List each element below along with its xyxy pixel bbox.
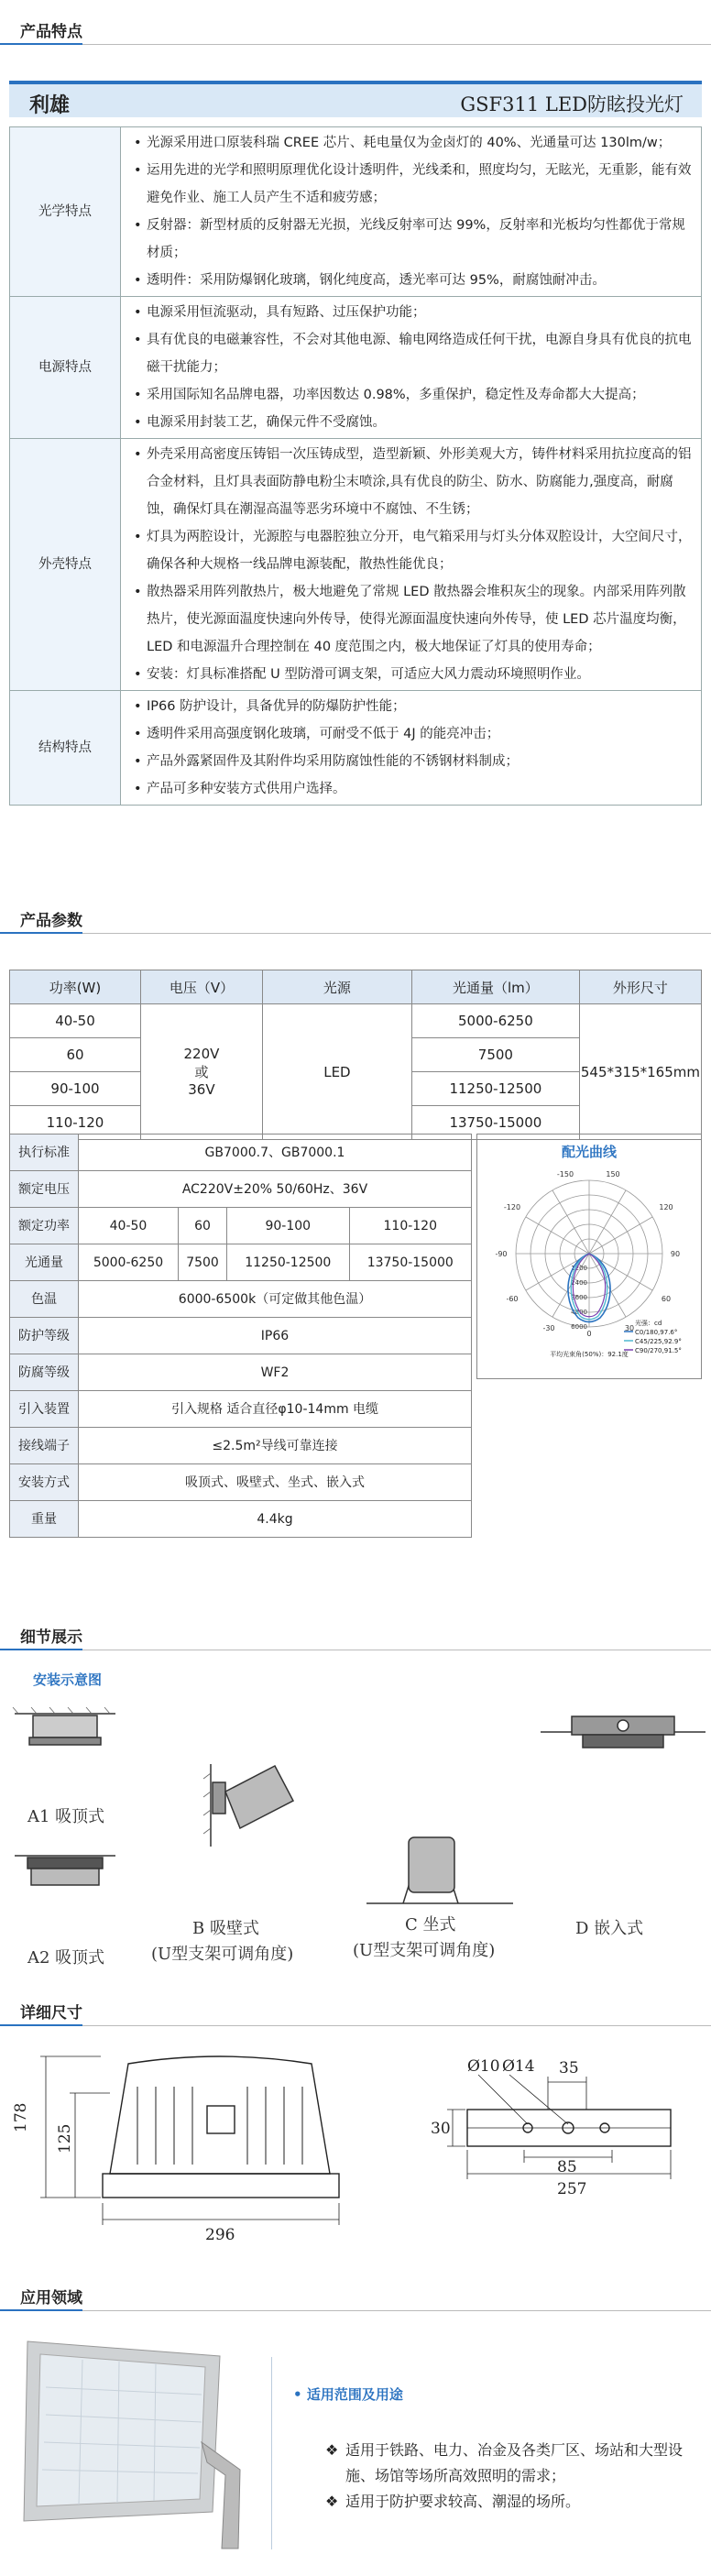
spec-label: 额定电压: [10, 1171, 79, 1208]
angle-label: 60: [661, 1295, 672, 1303]
param-voltage: [140, 1004, 262, 1140]
table-row: [10, 1171, 472, 1208]
ring-label: 6000: [571, 1323, 587, 1331]
spec-cell: 5000-6250: [79, 1244, 179, 1281]
spec-cell: 60: [178, 1208, 226, 1244]
table-row: [10, 1391, 472, 1428]
feature-item: • 灯具为两腔设计，光源腔与电器腔独立分开，电气箱采用与灯头分体双腔设计，大空间尺寸，确保各种大规格一线品牌电源装配，散热性能优良；: [147, 523, 692, 578]
dim-height-total: 178: [12, 2102, 30, 2132]
angle-label: -90: [495, 1250, 508, 1258]
section-title-params: 产品参数: [20, 912, 82, 930]
list-item: [325, 2489, 701, 2515]
curve-title: 配光曲线: [561, 1144, 617, 1160]
polar-curve-diagram: [477, 1162, 701, 1378]
section-mark: [0, 2024, 82, 2026]
dim-h: 30: [431, 2120, 451, 2138]
light-distribution-panel: [476, 1134, 702, 1379]
dim-w3: 257: [557, 2180, 587, 2198]
table-row: [10, 1135, 472, 1171]
feature-item: • 光源采用进口原装科瑞 CREE 芯片、耗电量仅为金卤灯的 40%、光通量可达 130lm/w；: [147, 129, 692, 157]
spec-value: 引入规格 适合直径φ10-14mm 电缆: [79, 1391, 472, 1428]
caption-b-sub: (U型支架可调角度): [151, 1945, 294, 1964]
param-power: 110-120: [10, 1106, 141, 1140]
param-power: 40-50: [10, 1004, 141, 1038]
table-row: [10, 1354, 472, 1391]
application-list: [325, 2438, 701, 2515]
feature-row-structure: [10, 691, 702, 806]
ring-label: 4800: [571, 1309, 587, 1316]
legend-entry: C45/225,92.9°: [635, 1338, 682, 1345]
ring-label: 3600: [571, 1294, 587, 1301]
table-row: [10, 1501, 472, 1538]
table-row: [10, 1318, 472, 1354]
section-mark: [0, 43, 82, 45]
angle-label: -120: [503, 1203, 521, 1211]
section-title-dimensions: 详细尺寸: [20, 2004, 82, 2022]
product-model: GSF311 LED防眩投光灯: [460, 93, 684, 115]
params-header: 外形尺寸: [579, 970, 701, 1004]
angle-label: 120: [659, 1203, 673, 1211]
param-source: LED: [262, 1004, 411, 1140]
spec-label: 色温: [10, 1281, 79, 1318]
spec-value: GB7000.7、GB7000.1: [79, 1135, 472, 1171]
spec-cell: 110-120: [349, 1208, 471, 1244]
params-table: [9, 970, 702, 1140]
table-row: [10, 1244, 472, 1281]
spec-label: 重量: [10, 1501, 79, 1538]
spec-label: 安装方式: [10, 1464, 79, 1501]
spec-value: AC220V±20% 50/60Hz、36V: [79, 1171, 472, 1208]
feature-item: • 产品可多种安装方式供用户选择。: [147, 775, 692, 803]
feature-item: • 产品外露紧固件及其附件均采用防腐蚀性能的不锈钢材料制成；: [147, 748, 692, 775]
param-power: 90-100: [10, 1072, 141, 1106]
param-size: 545*315*165mm: [579, 1004, 701, 1140]
feature-row-optical: [10, 127, 702, 297]
feature-category: 结构特点: [10, 691, 121, 806]
dim-d1: Ø10: [467, 2057, 500, 2076]
spec-label: 执行标准: [10, 1135, 79, 1171]
feature-row-housing: [10, 439, 702, 691]
ring-label: 2400: [571, 1279, 587, 1287]
bullet-dot-icon: •: [293, 2386, 302, 2403]
legend-entry: C90/270,91.5°: [635, 1347, 682, 1354]
diamond-bullet-icon: ❖: [325, 2493, 339, 2510]
param-power: 60: [10, 1038, 141, 1072]
feature-item: • 运用先进的光学和照明原理优化设计透明件，光线柔和，照度均匀，无眩光，无重影，能有效避免作业、施工人员产生不适和疲劳感；: [147, 157, 692, 212]
angle-label: 30: [624, 1324, 635, 1332]
floodlight-product-photo: [9, 2332, 247, 2561]
dim-w2: 85: [557, 2158, 577, 2176]
product-header-bar: [9, 81, 702, 117]
list-item: [325, 2438, 701, 2489]
section-rule: [0, 2310, 711, 2311]
section-title-details: 细节展示: [20, 1628, 82, 1647]
angle-label: 150: [606, 1170, 620, 1178]
angle-label: -150: [556, 1170, 574, 1178]
param-flux: 7500: [411, 1038, 579, 1072]
param-flux: 13750-15000: [411, 1106, 579, 1140]
application-heading-text: 适用范围及用途: [306, 2386, 403, 2403]
feature-item: • 透明件：采用防爆钢化玻璃，钢化纯度高，透光率可达 95%，耐腐蚀耐冲击。: [147, 267, 692, 294]
spec-value: 6000-6500k（可定做其他色温）: [79, 1281, 472, 1318]
application-item: 适用于铁路、电力、冶金及各类厂区、场站和大型设施、场馆等场所高效照明的需求；: [345, 2441, 684, 2484]
spec-value: 吸顶式、吸壁式、坐式、嵌入式: [79, 1464, 472, 1501]
feature-row-power: [10, 297, 702, 439]
caption-b: B 吸壁式: [192, 1919, 259, 1938]
params-header: 光源: [262, 970, 411, 1004]
table-row: [10, 1428, 472, 1464]
feature-item: • 电源采用恒流驱动，具有短路、过压保护功能；: [147, 299, 692, 326]
dimension-drawing: [0, 2036, 711, 2247]
caption-c: C 坐式: [405, 1915, 456, 1935]
angle-label: 0: [586, 1330, 592, 1338]
spec-label: 防护等级: [10, 1318, 79, 1354]
table-row: [10, 1208, 472, 1244]
param-flux: 11250-12500: [411, 1072, 579, 1106]
dim-d2: Ø14: [502, 2057, 535, 2076]
section-mark: [0, 1649, 82, 1650]
feature-item: • 透明件采用高强度钢化玻璃，可耐受不低于 4J 的能亮冲击；: [147, 720, 692, 748]
dim-width: 296: [205, 2226, 235, 2244]
voltage-line: 220V: [183, 1046, 220, 1062]
params-header: 光通量（lm）: [411, 970, 579, 1004]
spec-table: [9, 1134, 472, 1538]
dim-height-body: 125: [56, 2123, 74, 2154]
application-divider: [271, 2357, 272, 2549]
feature-item: • 安装：灯具标准搭配 U 型防滑可调支架，可适应大风力震动环境照明作业。: [147, 661, 692, 688]
section-title-application: 应用领域: [20, 2289, 82, 2307]
spec-value: WF2: [79, 1354, 472, 1391]
spec-cell: 11250-12500: [227, 1244, 349, 1281]
caption-a2: A2 吸顶式: [27, 1948, 105, 1968]
curve-footer: 平均光束角(50%)：92.1度: [550, 1351, 629, 1358]
legend-entry: C0/180,97.6°: [635, 1329, 678, 1336]
angle-label: -30: [542, 1324, 555, 1332]
feature-item: • 电源采用封装工艺，确保元件不受腐蚀。: [147, 409, 692, 436]
features-table: [9, 126, 702, 806]
ring-label: 1200: [571, 1265, 587, 1272]
application-heading: [293, 2384, 403, 2404]
spec-label: 引入装置: [10, 1391, 79, 1428]
feature-item: • 外壳采用高密度压铸铝一次压铸成型，造型新颖、外形美观大方，铸件材料采用抗拉度高的铝合金材料，且灯具表面防静电粉尘末喷涂,具有优良的防尘、防水、防腐能力,强度高，耐腐蚀，确保灯具在潮湿高温等恶劣环境中不腐蚀、不生锈；: [147, 441, 692, 523]
spec-cell: 13750-15000: [349, 1244, 471, 1281]
spec-cell: 90-100: [227, 1208, 349, 1244]
spec-label: 额定功率: [10, 1208, 79, 1244]
spec-label: 光通量: [10, 1244, 79, 1281]
spec-label: 防腐等级: [10, 1354, 79, 1391]
params-header-row: [10, 970, 702, 1004]
spec-value: ≤2.5m²导线可靠连接: [79, 1428, 472, 1464]
dim-w1: 35: [559, 2059, 579, 2077]
spec-cell: 7500: [178, 1244, 226, 1281]
legend-title: 光强：cd: [635, 1320, 662, 1327]
params-header: 功率(W): [10, 970, 141, 1004]
table-row: [10, 1281, 472, 1318]
spec-value: 4.4kg: [79, 1501, 472, 1538]
feature-category: 光学特点: [10, 127, 121, 297]
section-title-features: 产品特点: [20, 23, 82, 41]
section-rule: [0, 2025, 711, 2026]
section-mark: [0, 932, 82, 934]
feature-category: 外壳特点: [10, 439, 121, 691]
caption-d: D 嵌入式: [575, 1919, 644, 1938]
angle-label: -60: [506, 1295, 519, 1303]
section-rule: [0, 933, 711, 934]
feature-category: 电源特点: [10, 297, 121, 439]
feature-item: • IP66 防护设计，具备优异的防爆防护性能；: [147, 693, 692, 720]
feature-item: • 具有优良的电磁兼容性，不会对其他电源、输电网络造成任何干扰，电源自身具有优良的抗电磁干扰能力；: [147, 326, 692, 381]
section-rule: [0, 44, 711, 45]
application-item: 适用于防护要求较高、潮湿的场所。: [345, 2493, 581, 2510]
brand-name: 利雄: [29, 94, 71, 117]
caption-a1: A1 吸顶式: [27, 1807, 105, 1826]
params-header: 电压（V）: [140, 970, 262, 1004]
voltage-line: 或: [194, 1064, 209, 1080]
feature-item: • 采用国际知名品牌电器，功率因数达 0.98%，多重保护，稳定性及寿命都大大提高；: [147, 381, 692, 409]
spec-cell: 40-50: [79, 1208, 179, 1244]
table-row: [10, 1004, 702, 1038]
spec-value: IP66: [79, 1318, 472, 1354]
feature-item: • 散热器采用阵列散热片，极大地避免了常规 LED 散热器会堆积灰尘的现象。内部采用阵列散热片，使光源面温度快速向外传导，使得光源面温度快速向外传导，使 LED 芯片温度均衡，LED 和电源温升合理控制在 40 度范围之内，极大地保证了灯具的使用寿命；: [147, 578, 692, 661]
angle-label: 90: [670, 1250, 681, 1258]
voltage-line: 36V: [188, 1081, 215, 1098]
feature-item: • 反射器：新型材质的反射器无光损，光线反射率可达 99%，反射率和光板均匀性都优于常规材质；: [147, 212, 692, 267]
param-flux: 5000-6250: [411, 1004, 579, 1038]
spec-label: 接线端子: [10, 1428, 79, 1464]
caption-c-sub: (U型支架可调角度): [353, 1941, 496, 1960]
diamond-bullet-icon: ❖: [325, 2441, 339, 2459]
section-mark: [0, 2309, 82, 2311]
table-row: [10, 1464, 472, 1501]
install-title: 安装示意图: [33, 1672, 103, 1688]
